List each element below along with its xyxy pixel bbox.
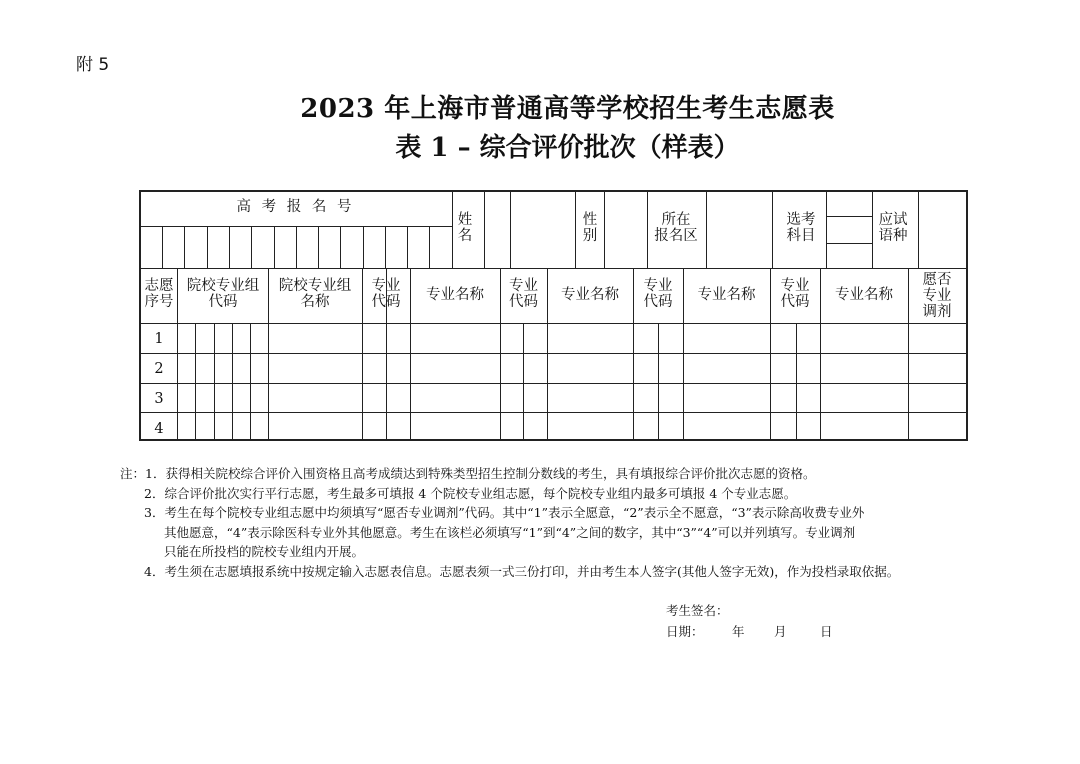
grid-line [274, 226, 275, 268]
subjects-label: 选考 科目 [786, 212, 816, 244]
grid-line [523, 323, 524, 441]
grid-line [772, 191, 773, 268]
application-form-table [139, 190, 968, 441]
grid-line [826, 216, 872, 217]
form-title: 2023 年上海市普通高等学校招生考生志愿表 [300, 94, 835, 124]
note-line: 2．综合评价批次实行平行志愿，考生最多可填报 4 个院校专业组志愿，每个院校专业组内最多可填报 4 个专业志愿。 [144, 485, 797, 501]
grid-line [363, 226, 364, 268]
grid-line [195, 323, 196, 441]
col-major-name-4-header: 专业名称 [835, 287, 893, 303]
signer-label: 考生签名： [666, 603, 729, 618]
grid-line [918, 191, 919, 268]
row-number: 1 [154, 331, 164, 347]
row-number: 3 [154, 391, 164, 407]
grid-line [162, 226, 163, 268]
grid-line [177, 268, 178, 441]
grid-line [140, 383, 968, 384]
grid-line [207, 226, 208, 268]
col-major-code-2-header: 专业 代码 [509, 278, 538, 310]
note-line: 其他愿意，“4”表示除医科专业外其他愿意。考生在该栏必须填写“1”到“4”之间的数字，其中“3”“4”可以并列填写。专业调剂 [164, 524, 856, 540]
year-label: 年 [732, 624, 745, 639]
grid-line [184, 226, 185, 268]
col-major-name-2-header: 专业名称 [561, 287, 619, 303]
language-label: 应试 语种 [878, 212, 908, 244]
grid-line [429, 226, 430, 268]
grid-line [575, 191, 576, 268]
grid-line [340, 226, 341, 268]
grid-line [214, 323, 215, 441]
name-label: 姓 名 [457, 212, 473, 244]
grid-line [232, 323, 233, 441]
grid-line [484, 191, 485, 268]
row-number: 2 [154, 361, 164, 377]
grid-line [385, 226, 386, 268]
grid-line [826, 191, 827, 268]
col-group-name-header: 院校专业组 名称 [278, 278, 352, 310]
col-seq-header: 志愿 序号 [144, 278, 174, 310]
gender-label: 性 别 [582, 212, 598, 244]
grid-line [250, 323, 251, 441]
day-label: 日 [820, 624, 833, 639]
row-number: 4 [154, 421, 164, 437]
notes-section [120, 464, 899, 581]
grid-line [510, 191, 511, 268]
grid-line [140, 412, 968, 413]
note-line: 只能在所投档的院校专业组内开展。 [164, 544, 365, 559]
col-major-code-3-header: 专业 代码 [643, 278, 673, 310]
month-label: 月 [774, 624, 787, 639]
col-group-code-header: 院校专业组 代码 [186, 278, 260, 310]
grid-line [229, 226, 230, 268]
grid-line [140, 323, 968, 324]
grid-line [407, 226, 408, 268]
col-major-code-4-header: 专业 代码 [780, 278, 810, 310]
grid-line [796, 323, 797, 441]
date-label: 日期： [666, 624, 704, 639]
col-adjust-header: 愿否 专业 调剂 [922, 272, 952, 320]
attachment-label: 附 5 [76, 55, 110, 75]
grid-line [251, 226, 252, 268]
grid-line [658, 323, 659, 441]
grid-line [296, 226, 297, 268]
note-line: 注：1．获得相关院校综合评价入围资格且高考成绩达到特殊类型招生控制分数线的考生，具有填报综合评价批次志愿的资格。 [120, 466, 816, 481]
grid-line [318, 226, 319, 268]
col-major-code-1-header: 专业 代码 [371, 278, 401, 310]
col-major-name-1-header: 专业名称 [426, 287, 484, 303]
grid-line [604, 191, 605, 268]
grid-line [140, 353, 968, 354]
col-major-name-3-header: 专业名称 [697, 287, 756, 303]
grid-line [140, 268, 968, 269]
grid-line [826, 243, 872, 244]
note-line: 3．考生在每个院校专业组志愿中均须填写“愿否专业调剂”代码。其中“1”表示全愿意，“2”表示全不愿意，“3”表示除高收费专业外 [144, 505, 865, 520]
district-label: 所在 报名区 [654, 212, 698, 244]
form-subtitle: 表 1 – 综合评价批次（样表） [395, 133, 740, 163]
exam-number-label: 高 考 报 名 号 [236, 199, 355, 215]
grid-line [706, 191, 707, 268]
note-line: 4．考生须在志愿填报系统中按规定输入志愿表信息。志愿表须一式三份打印，并由考生本人签字(其他人签字无效)，作为投档录取依据。 [144, 563, 900, 579]
